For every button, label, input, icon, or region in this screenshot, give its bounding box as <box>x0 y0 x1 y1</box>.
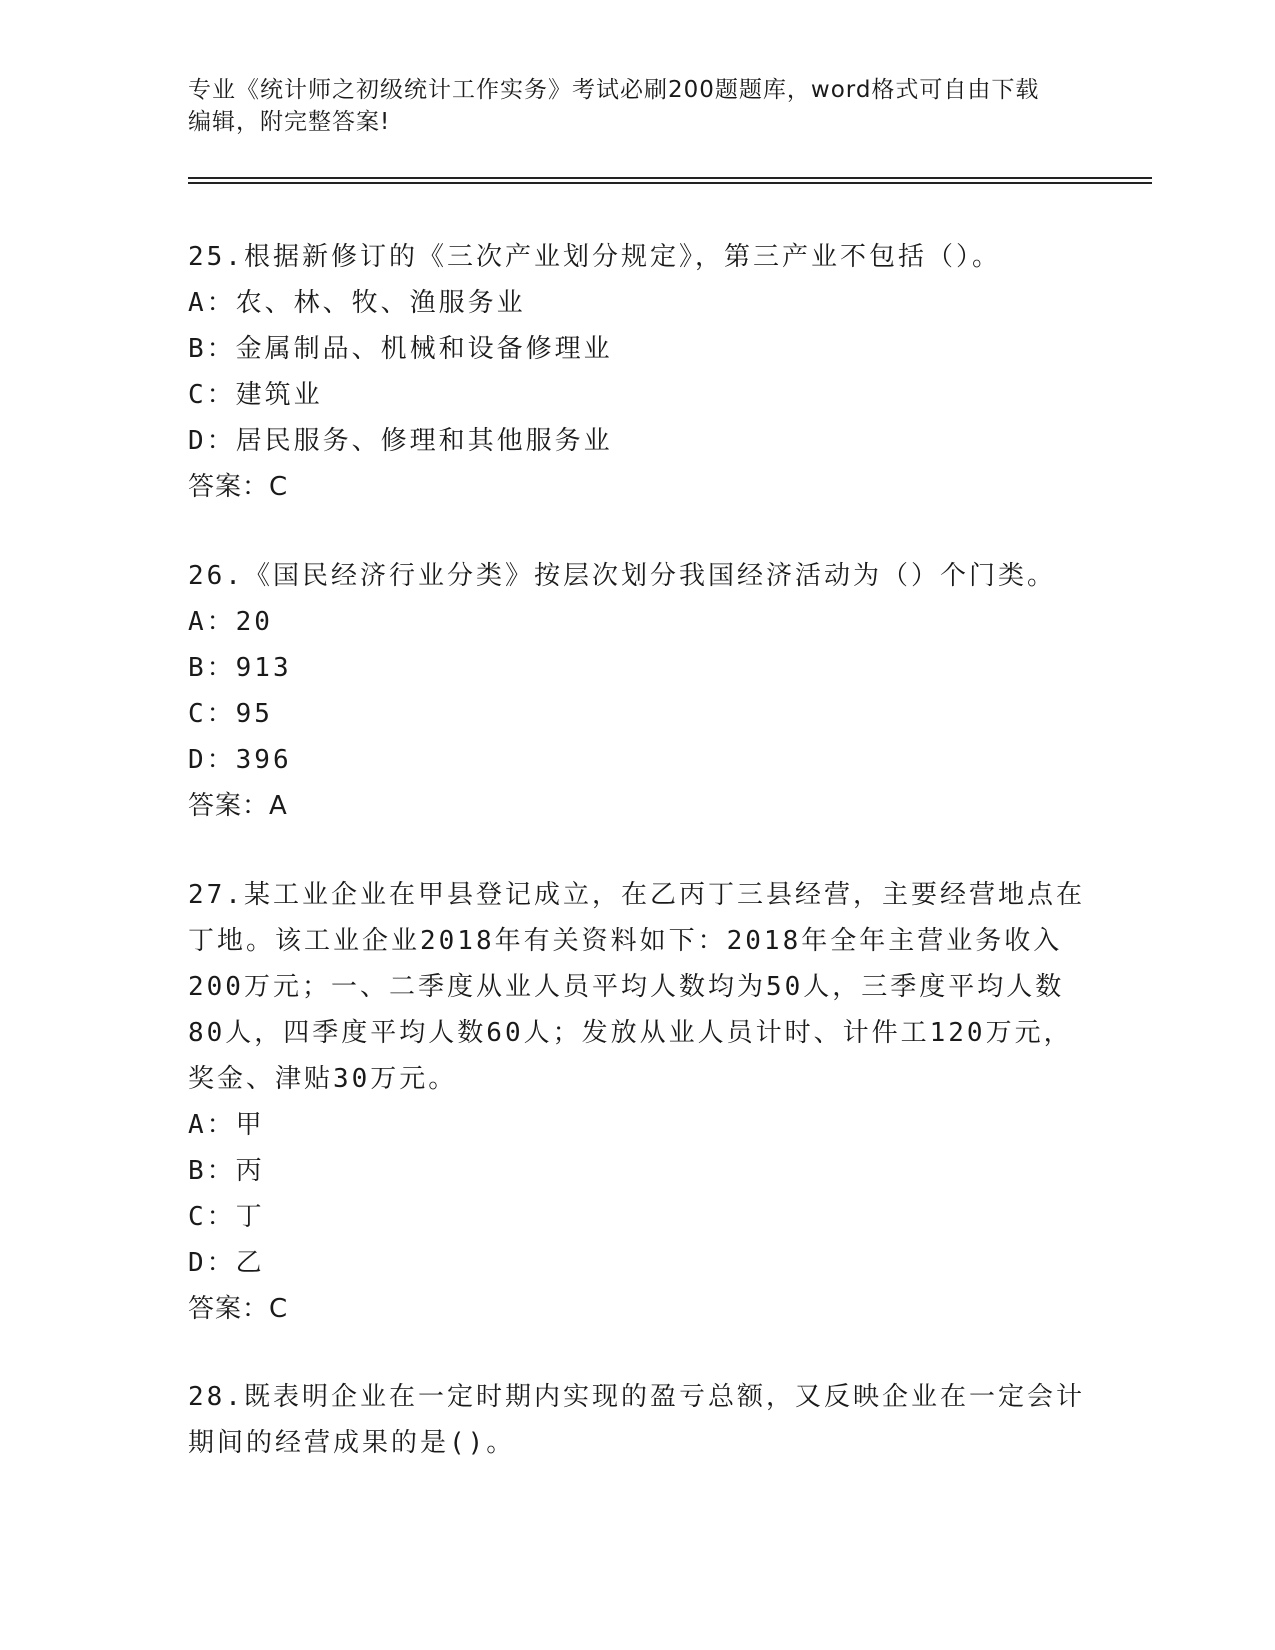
question-28 <box>188 1374 1088 1466</box>
option-c: C：95 <box>188 699 273 729</box>
question-26 <box>188 553 1088 829</box>
question-stem-line-2: 期间的经营成果的是()。 <box>188 1428 516 1458</box>
header-line-2: 编辑，附完整答案! <box>188 109 391 135</box>
question-stem-line-1: 28.既表明企业在一定时期内实现的盈亏总额，又反映企业在一定会计 <box>188 1382 1085 1412</box>
question-stem: 25.根据新修订的《三次产业划分规定》，第三产业不包括（）。 <box>188 242 1001 272</box>
question-stem-line-5: 奖金、津贴30万元。 <box>188 1064 458 1094</box>
option-a: A：甲 <box>188 1110 265 1140</box>
option-b: B：丙 <box>188 1156 265 1186</box>
option-d: D：396 <box>188 745 292 775</box>
option-b: B：913 <box>188 653 292 683</box>
question-stem-line-2: 丁地。该工业企业2018年有关资料如下：2018年全年主营业务收入 <box>188 926 1063 956</box>
option-b: B：金属制品、机械和设备修理业 <box>188 334 613 364</box>
question-25 <box>188 234 1088 510</box>
option-c: C：丁 <box>188 1202 265 1232</box>
option-a: A：农、林、牧、渔服务业 <box>188 288 526 318</box>
option-c: C：建筑业 <box>188 380 323 410</box>
header-divider-top <box>188 177 1152 179</box>
option-d: D：乙 <box>188 1248 265 1278</box>
header-line-1: 专业《统计师之初级统计工作实务》考试必刷200题题库，word格式可自由下载 <box>188 77 1040 103</box>
question-stem: 26.《国民经济行业分类》按层次划分我国经济活动为（）个门类。 <box>188 561 1056 591</box>
question-stem-line-3: 200万元；一、二季度从业人员平均人数均为50人，三季度平均人数 <box>188 972 1065 1002</box>
option-a: A：20 <box>188 607 273 637</box>
header-divider-bottom <box>188 182 1152 184</box>
question-stem-line-1: 27.某工业企业在甲县登记成立，在乙丙丁三县经营，主要经营地点在 <box>188 880 1085 910</box>
answer: 答案：C <box>188 472 289 502</box>
answer: 答案：C <box>188 1294 289 1324</box>
document-header <box>188 74 1088 138</box>
answer: 答案：A <box>188 791 288 821</box>
question-stem-line-4: 80人，四季度平均人数60人；发放从业人员计时、计件工120万元， <box>188 1018 1073 1048</box>
question-27 <box>188 872 1088 1332</box>
option-d: D：居民服务、修理和其他服务业 <box>188 426 613 456</box>
